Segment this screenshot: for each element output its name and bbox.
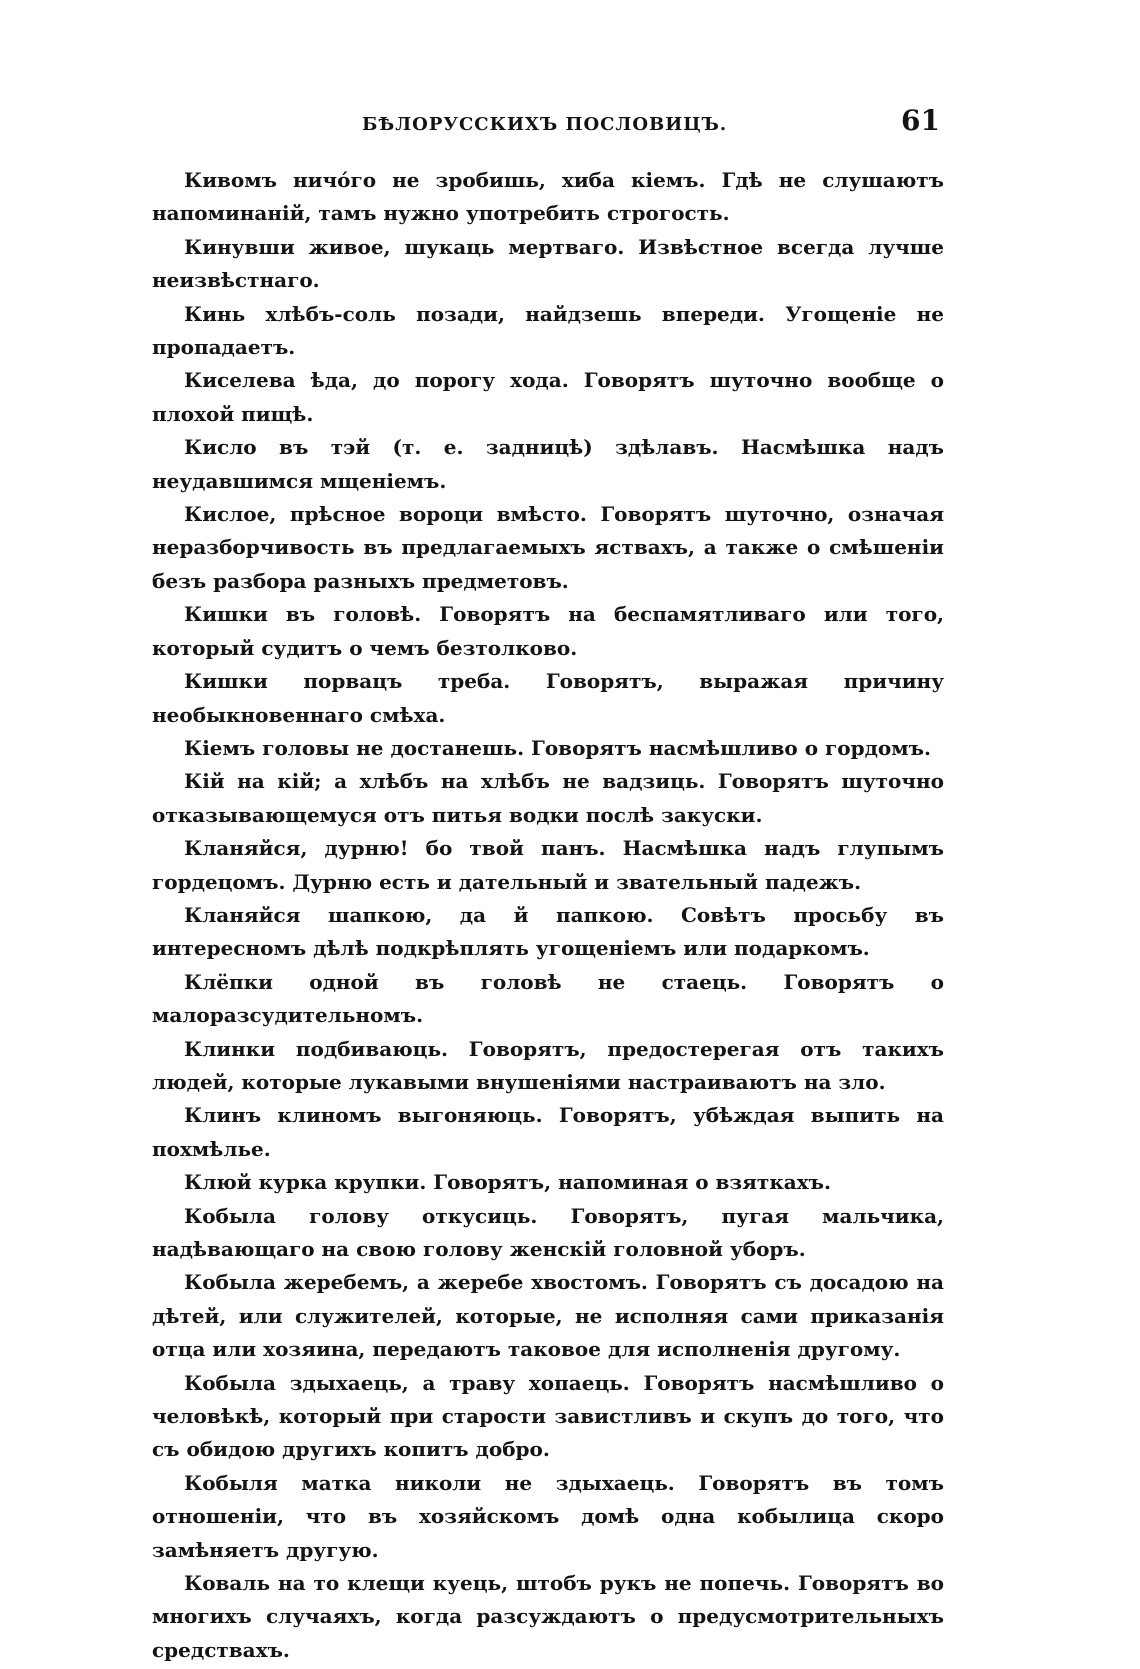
proverb-entry: Кинь хлѣбъ-соль позади, найдзешь впереди. Угощеніе не пропадаетъ.	[152, 301, 944, 360]
proverb-entry: Клинки подбиваюць. Говорятъ, предостерегая отъ такихъ людей, которые лукавыми внушеніями настраиваютъ на зло.	[152, 1036, 944, 1094]
proverb-entry: Кивомъ ничо́го не зробишь, хиба кіемъ. Гдѣ не слушаютъ напоминаній, тамъ нужно употребить строгость.	[152, 168, 944, 226]
proverb-entry: Кисло въ тэй (т. е. задницѣ) здѣлавъ. Насмѣшка надъ неудавшимся мщеніемъ.	[152, 435, 944, 493]
proverb-entry: Кобыла голову откусиць. Говорятъ, пугая мальчика, надѣвающаго на свою голову женскій головной уборъ.	[152, 1203, 944, 1261]
proverb-entry: Кланяйся шапкою, да й папкою. Совѣтъ просьбу въ интересномъ дѣлѣ подкрѣплять угощеніемъ или подаркомъ.	[152, 902, 944, 961]
page-header	[152, 104, 944, 144]
proverb-list	[152, 164, 944, 1667]
proverb-entry: Кіемъ головы не достанешь. Говорятъ насмѣшливо о гордомъ.	[184, 735, 931, 760]
proverb-entry: Клюй курка крупки. Говорятъ, напоминая о взяткахъ.	[184, 1170, 831, 1195]
proverb-entry: Кишки порвацъ треба. Говорятъ, выражая причину необыкновеннаго смѣха.	[152, 669, 944, 727]
proverb-entry: Кинувши живое, шукаць мертваго. Извѣстное всегда лучше неизвѣстнаго.	[152, 234, 944, 293]
proverb-entry: Киселева ѣда, до порогу хода. Говорятъ шуточно вообще о плохой пищѣ.	[152, 368, 944, 426]
proverb-entry: Кобыла здыхаець, а траву хопаець. Говорятъ насмѣшливо о человѣкѣ, который при старости завистливъ и скупъ до того, что съ обидою другихъ копитъ добро.	[152, 1370, 944, 1462]
proverb-entry: Кислое, прѣсное вороци вмѣсто. Говорятъ шуточно, означая неразборчивость въ предлагаемыхъ яствахъ, а также о смѣшеніи безъ разбора разныхъ предметовъ.	[152, 502, 944, 593]
proverb-entry: Кій на кій; а хлѣбъ на хлѣбъ не вадзиць. Говорятъ шуточно отказывающемуся отъ питья водки послѣ закуски.	[152, 769, 944, 827]
proverb-entry: Кобыла жеребемъ, а жеребе хвостомъ. Говорятъ съ досадою на дѣтей, или служителей, которые, не исполняя сами приказанія отца или хозяина, передаютъ таковое для исполненія другому.	[152, 1270, 944, 1362]
proverb-entry: Кобыля матка николи не здыхаець. Говорятъ въ томъ отношеніи, что въ хозяйскомъ домѣ одна кобылица скоро замѣняетъ другую.	[152, 1470, 944, 1562]
proverb-entry: Кланяйся, дурню! бо твой панъ. Насмѣшка надъ глупымъ гордецомъ. Дурню есть и дательный и звательный падежъ.	[152, 836, 944, 894]
running-title: БѢЛОРУССКИХЪ ПОСЛОВИЦЪ.	[362, 114, 728, 135]
proverb-entry: Коваль на то клещи куець, штобъ рукъ не попечь. Говорятъ во многихъ случаяхъ, когда разсуждаютъ о предусмотрительныхъ средствахъ.	[152, 1571, 944, 1662]
proverb-entry: Кишки въ головѣ. Говорятъ на беспамятливаго или того, который судитъ о чемъ безтолково.	[152, 602, 944, 660]
page-number: 61	[901, 104, 940, 137]
proverb-entry: Клинъ клиномъ выгоняюць. Говорятъ, убѣждая выпить на похмѣлье.	[152, 1103, 944, 1161]
proverb-entry: Клёпки одной въ головѣ не стаець. Говорятъ о малоразсудительномъ.	[152, 969, 944, 1028]
